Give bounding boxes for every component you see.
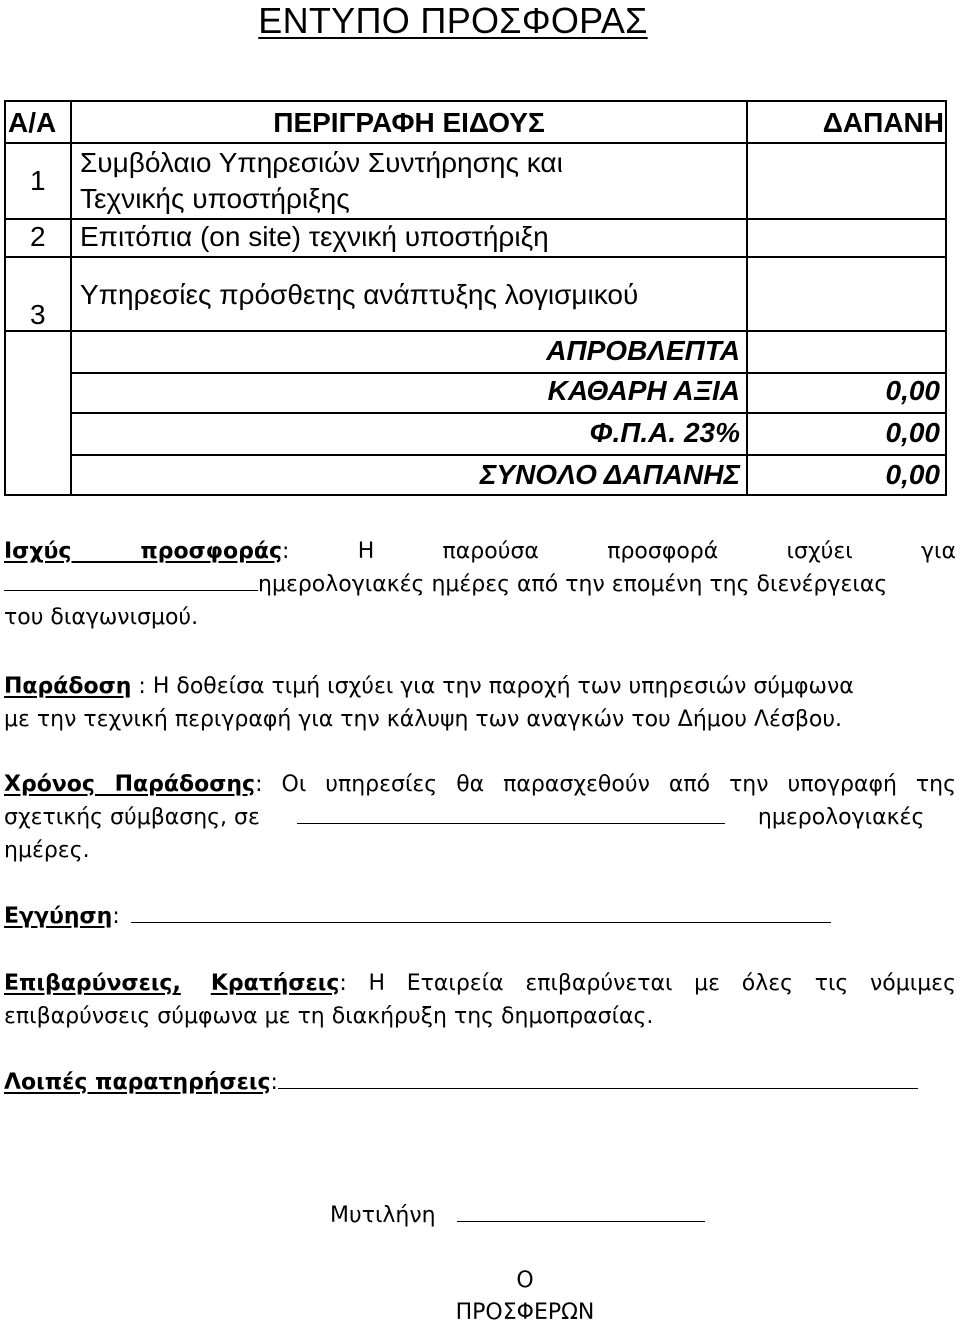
- signatory-line-1: Ο: [516, 1268, 534, 1293]
- date-field[interactable]: [457, 1199, 705, 1222]
- summary-total-label: ΣΥΝΟΛΟ ΔΑΠΑΝΗΣ: [479, 459, 740, 490]
- row-2-description: Επιτόπια (on site) τεχνική υποστήριξη: [80, 221, 549, 252]
- delivery-time-label: Χρόνος Παράδοσης: [4, 772, 256, 797]
- remarks-label: Λοιπές παρατηρήσεις: [4, 1070, 271, 1095]
- summary-net-value-label: ΚΑΘΑΡΗ ΑΞΙΑ: [547, 375, 740, 406]
- offer-table: [4, 100, 947, 496]
- row-3-number: 3: [30, 299, 46, 330]
- charges-line-1: [4, 967, 956, 1000]
- summary-total-value: 0,00: [885, 459, 940, 490]
- table-divider: [70, 412, 945, 414]
- summary-net-value: 0,00: [885, 375, 940, 406]
- summary-vat-value: 0,00: [885, 417, 940, 448]
- validity-line-2: [4, 568, 956, 601]
- validity-line-3: του διαγωνισμού.: [4, 605, 199, 630]
- validity-label: Ισχύς προσφοράς: [4, 539, 282, 564]
- delivery-text: : Η δοθείσα τιμή ισχύει για την παροχή των υπηρεσιών σύμφωνα: [131, 674, 854, 699]
- delivery-line-2: με την τεχνική περιγραφή για την κάλυψη των αναγκών του Δήμου Λέσβου.: [4, 707, 843, 732]
- header-aa: Α/Α: [8, 107, 57, 138]
- table-divider: [70, 454, 945, 456]
- validity-text: : Η παρούσα προσφορά ισχύει για: [282, 539, 956, 564]
- charges-text: : Η Εταιρεία επιβαρύνεται με όλες τις νόμιμες: [339, 971, 956, 996]
- charges-line-2: επιβαρύνσεις σύμφωνα με τη διακήρυξη της δημοπρασίας.: [4, 1004, 654, 1029]
- table-divider: [6, 330, 945, 332]
- row-1-description: Συμβόλαιο Υπηρεσιών Συντήρησης και: [80, 147, 563, 178]
- guarantee-field[interactable]: [131, 900, 831, 923]
- delivery-days-field[interactable]: [297, 801, 725, 824]
- validity-line-1: [4, 535, 956, 568]
- table-divider: [6, 256, 945, 258]
- header-description: ΠΕΡΙΓΡΑΦΗ ΕΙΔΟΥΣ: [273, 107, 545, 138]
- delivery-label: Παράδοση: [4, 674, 132, 699]
- delivery-time-text-cont: σχετικής σύμβασης, σε: [4, 805, 260, 830]
- remarks-colon: :: [270, 1070, 278, 1095]
- signatory-line-2: ΠΡΟΣΦΕΡΩΝ: [455, 1300, 595, 1325]
- summary-contingencies-label: ΑΠΡΟΒΛΕΠΤΑ: [546, 335, 740, 366]
- delivery-line-1: [4, 670, 956, 703]
- header-cost: ΔΑΠΑΝΗ: [822, 107, 944, 138]
- row-2-number: 2: [30, 221, 46, 252]
- remarks-field[interactable]: [278, 1066, 918, 1089]
- place-line: [330, 1199, 705, 1232]
- delivery-time-text: : Οι υπηρεσίες θα παρασχεθούν από την υπογραφή της: [255, 772, 957, 797]
- delivery-time-line-2: [4, 801, 956, 834]
- table-divider: [6, 142, 945, 144]
- delivery-time-text-end: ημερολογιακές: [757, 805, 925, 830]
- guarantee-line: [4, 900, 956, 933]
- validity-days-field[interactable]: [4, 568, 258, 591]
- validity-text-cont: ημερολογιακές ημέρες από την επομένη της διενέργειας: [258, 572, 888, 597]
- remarks-line: [4, 1066, 956, 1099]
- guarantee-label: Εγγύηση: [4, 904, 113, 929]
- summary-vat-label: Φ.Π.Α. 23%: [589, 417, 740, 448]
- charges-label-2: Κρατήσεις: [210, 971, 340, 996]
- guarantee-colon: :: [112, 904, 120, 929]
- row-3-description: Υπηρεσίες πρόσθετης ανάπτυξης λογισμικού: [80, 279, 639, 310]
- place-label: Μυτιλήνη: [330, 1203, 436, 1228]
- delivery-time-line-1: [4, 768, 956, 801]
- row-1-description-cont: Τεχνικής υποστήριξης: [80, 183, 350, 214]
- row-1-number: 1: [30, 165, 46, 196]
- page-title: ΕΝΤΥΠΟ ΠΡΟΣΦΟΡΑΣ: [258, 0, 648, 41]
- delivery-time-line-3: ημέρες.: [4, 838, 90, 863]
- charges-label-1: Επιβαρύνσεις,: [4, 971, 181, 996]
